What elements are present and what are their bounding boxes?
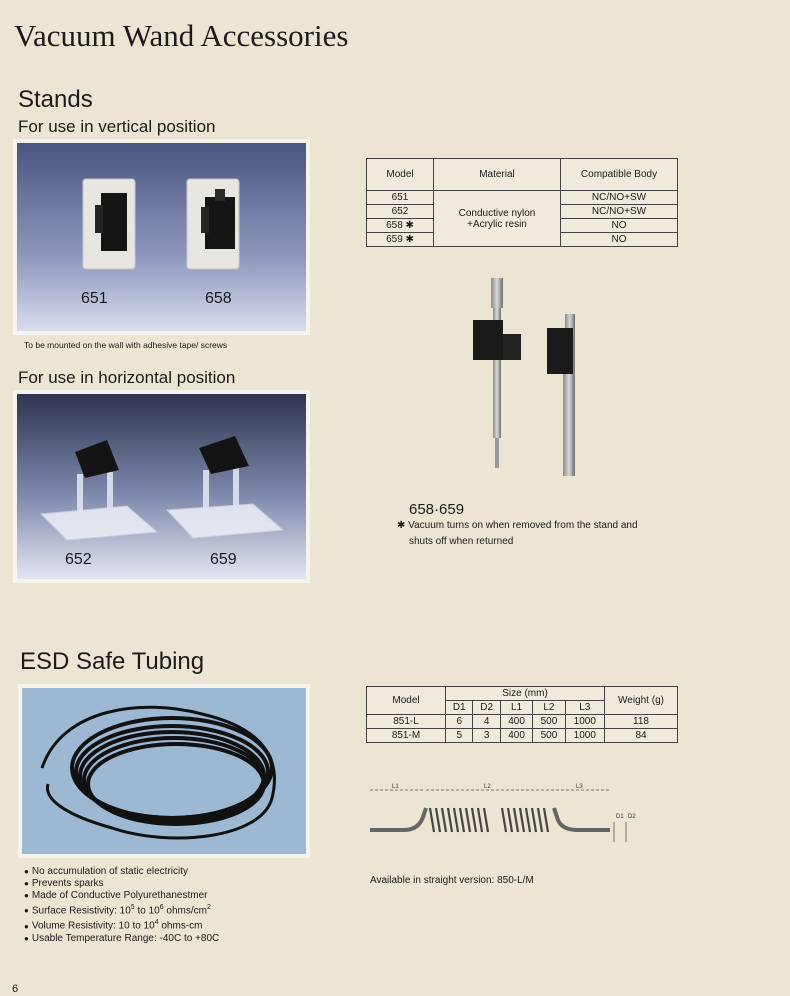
material-line-1: Conductive nylon xyxy=(458,207,536,219)
vertical-heading: For use in vertical position xyxy=(18,117,216,136)
cell-l1: 400 xyxy=(500,715,532,729)
surface-resistivity-mid: to 10 xyxy=(134,905,160,917)
tubing-diagram xyxy=(364,780,654,850)
col-header-d2: D2 xyxy=(473,701,500,715)
table-cell-model: 652 xyxy=(367,205,434,219)
table-cell-model: 659 ✱ xyxy=(367,233,434,247)
cell-weight: 84 xyxy=(605,729,678,743)
list-item-volume-resistivity xyxy=(24,917,219,932)
wand-note-line-1: ✱ Vacuum turns on when removed from the stand and xyxy=(397,520,638,531)
wand-illustration xyxy=(455,272,605,482)
col-header-l2: L2 xyxy=(533,701,565,715)
wand-note-line-2: shuts off when returned xyxy=(409,536,514,547)
horizontal-stands-photo xyxy=(13,390,310,583)
cell-model: 851-M xyxy=(367,729,446,743)
table-cell-material xyxy=(434,191,561,247)
cell-d1: 5 xyxy=(446,729,473,743)
wand-caption: 658·659 xyxy=(409,501,465,518)
list-item: ● Usable Temperature Range: -40C to +80C xyxy=(24,933,219,945)
cell-l2: 500 xyxy=(533,715,565,729)
features-list xyxy=(24,866,219,945)
col-header-material: Material xyxy=(434,159,561,191)
cell-d1: 6 xyxy=(446,715,473,729)
cell-weight: 118 xyxy=(605,715,678,729)
vertical-label-658: 658 xyxy=(205,290,232,307)
vertical-stands-photo xyxy=(13,139,310,335)
col-header-compatible-body: Compatible Body xyxy=(561,159,678,191)
vertical-note: To be mounted on the wall with adhesive tape/ screws xyxy=(24,340,228,350)
tubing-photo xyxy=(18,684,310,858)
table-cell-body: NC/NO+SW xyxy=(561,205,678,219)
surface-resistivity-unit: ohms/cm xyxy=(163,905,207,917)
list-item-surface-resistivity xyxy=(24,902,219,917)
stands-spec-table xyxy=(366,158,678,247)
table-cell-model: 651 xyxy=(367,191,434,205)
material-line-2: +Acrylic resin xyxy=(467,218,527,230)
page-number: 6 xyxy=(12,983,19,995)
cell-l3: 1000 xyxy=(565,715,604,729)
cell-d2: 3 xyxy=(473,729,500,743)
list-item: ● Prevents sparks xyxy=(24,878,219,890)
diagram-label-l3: L3 xyxy=(576,784,583,790)
stands-heading: Stands xyxy=(18,86,93,113)
cell-l2: 500 xyxy=(533,729,565,743)
volume-resistivity-unit: ohms-cm xyxy=(158,920,203,932)
page-title: Vacuum Wand Accessories xyxy=(14,18,349,53)
diagram-label-l1: L1 xyxy=(392,784,399,790)
surface-exp-2: 6 xyxy=(159,904,164,911)
table-row xyxy=(367,715,678,729)
col-header-l1: L1 xyxy=(500,701,532,715)
horizontal-label-659: 659 xyxy=(210,551,237,568)
col-header-size: Size (mm) xyxy=(446,687,605,701)
table-cell-body: NO xyxy=(561,219,678,233)
diagram-label-d1: D1 xyxy=(616,814,624,820)
horizontal-heading: For use in horizontal position xyxy=(18,368,236,387)
surface-exp-1: 5 xyxy=(130,904,135,911)
table-cell-model: 658 ✱ xyxy=(367,219,434,233)
vertical-stands-image xyxy=(17,143,306,331)
list-item: ● Made of Conductive Polyurethanestmer xyxy=(24,890,219,902)
table-cell-body: NC/NO+SW xyxy=(561,191,678,205)
col-header-weight: Weight (g) xyxy=(605,687,678,715)
cell-d2: 4 xyxy=(473,715,500,729)
list-item: ● No accumulation of static electricity xyxy=(24,866,219,878)
col-header-l3: L3 xyxy=(565,701,604,715)
volume-exp: 4 xyxy=(154,919,159,927)
tubing-image xyxy=(22,688,306,854)
surface-resistivity-prefix: Surface Resistivity: 10 xyxy=(31,905,131,917)
table-row xyxy=(367,729,678,743)
tubing-spec-table xyxy=(366,686,678,743)
surface-unit-exp: 2 xyxy=(206,904,211,911)
vertical-label-651: 651 xyxy=(81,290,108,307)
volume-resistivity-prefix: Volume Resistivity: 10 to 10 xyxy=(31,920,155,932)
cell-model: 851-L xyxy=(367,715,446,729)
cell-l3: 1000 xyxy=(565,729,604,743)
col-header-d1: D1 xyxy=(446,701,473,715)
table-cell-body: NO xyxy=(561,233,678,247)
diagram-label-d2: D2 xyxy=(628,814,636,820)
cell-l1: 400 xyxy=(500,729,532,743)
col-header-model: Model xyxy=(367,687,446,715)
col-header-model: Model xyxy=(367,159,434,191)
horizontal-stands-image xyxy=(17,394,306,579)
horizontal-label-652: 652 xyxy=(65,551,92,568)
straight-version-note: Available in straight version: 850-L/M xyxy=(370,875,534,886)
diagram-label-l2: L2 xyxy=(484,784,491,790)
tubing-heading: ESD Safe Tubing xyxy=(20,648,205,675)
